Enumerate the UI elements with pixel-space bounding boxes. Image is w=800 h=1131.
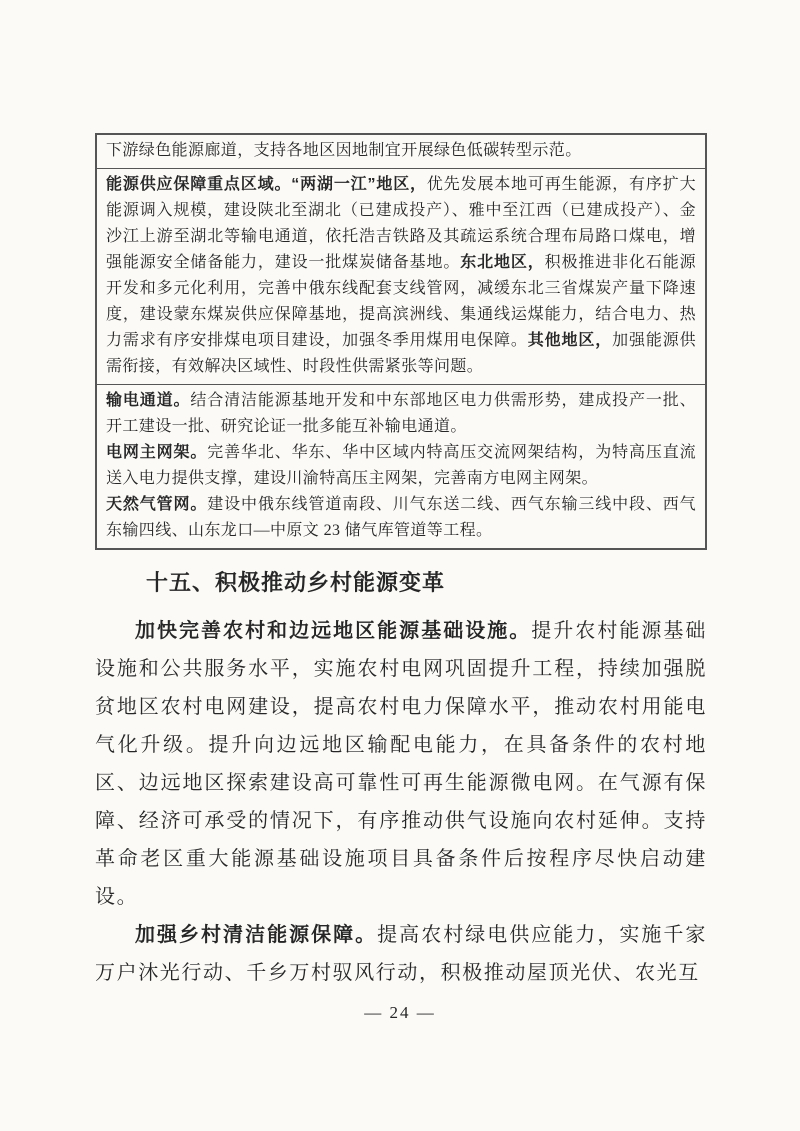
energy-infrastructure-table [95, 133, 707, 550]
table-paragraph [106, 172, 696, 380]
text-segment: 积极推进非化石能源开发和多元化利用，完善中俄东线配套支线管网，减缓东北三省煤炭产量下降速度，建设蒙东煤炭供应保障基地，提高滨洲线、集通线运煤能力，结合电力、热力需求有序安排煤电项目建设，加强冬季用煤用电保障。 [106, 254, 696, 349]
bold-lead-transmission: 输电通道。 [106, 392, 191, 409]
bold-lead-other-regions: 其他地区， [527, 332, 613, 349]
body-paragraph-rural-clean-energy [95, 916, 707, 992]
table-paragraph-grid [106, 440, 696, 492]
page-content [95, 133, 707, 992]
table-paragraph-transmission [106, 388, 696, 440]
bold-lead-grid: 电网主网架。 [106, 444, 208, 461]
table-paragraph [106, 138, 696, 164]
bold-lead-supply-regions: 能源供应保障重点区域。“两湖一江”地区， [106, 176, 427, 193]
paragraph-body: 提升农村能源基础设施和公共服务水平，实施农村电网巩固提升工程，持续加强脱贫地区农村电网建设，提高农村电力保障水平，推动农村用能电气化升级。提升向边远地区输配电能力，在具备条件的农村地区、边远地区探索建设高可靠性可再生能源微电网。在气源有保障、经济可承受的情况下，有序推动供气设施向农村延伸。支持革命老区重大能源基础设施项目具备条件后按程序尽快启动建设。 [95, 620, 707, 908]
bold-lead-northeast: 东北地区， [460, 254, 545, 271]
paragraph-body: 提高农村绿电供应能力，实施千家万户沐光行动、千乡万村驭风行动，积极推动屋顶光伏、农光互 [95, 924, 707, 984]
text-segment: 结合清洁能源基地开发和中东部地区电力供需形势，建成投产一批、开工建设一批、研究论证一批多能互补输电通道。 [106, 392, 696, 435]
text-segment: 优先发展本地可再生能源，有序扩大能源调入规模，建设陕北至湖北（已建成投产）、雅中至江西（已建成投产）、金沙江上游至湖北等输电通道，依托浩吉铁路及其疏运系统合理布局路口煤电，增强能源安全储备能力，建设一批煤炭储备基地。 [106, 176, 696, 271]
table-row-supply-regions [97, 168, 705, 384]
body-paragraph-rural-infrastructure [95, 612, 707, 916]
section-heading: 十五、积极推动乡村能源变革 [146, 570, 446, 595]
text-segment: 建设中俄东线管道南段、川气东送二线、西气东输三线中段、西气东输四线、山东龙口—中原文 23 储气库管道等工程。 [106, 496, 696, 539]
text-segment: 完善华北、华东、华中区域内特高压交流网架结构，为特高压直流送入电力提供支撑，建设川渝特高压主网架，完善南方电网主网架。 [106, 444, 696, 487]
page-number: — 24 — [364, 1003, 436, 1022]
paragraph-lead: 加强乡村清洁能源保障。 [135, 924, 378, 946]
text-segment: 加强能源供需衔接，有效解决区域性、时段性供需紧张等问题。 [106, 332, 696, 375]
bold-lead-gas-pipeline: 天然气管网。 [106, 496, 208, 513]
text-segment: 下游绿色能源廊道，支持各地区因地制宜开展绿色低碳转型示范。 [106, 142, 582, 159]
table-row-carryover [97, 135, 705, 168]
table-paragraph-gas-pipeline [106, 492, 696, 544]
table-row-networks [97, 384, 705, 548]
paragraph-lead: 加快完善农村和边远地区能源基础设施。 [135, 620, 532, 642]
